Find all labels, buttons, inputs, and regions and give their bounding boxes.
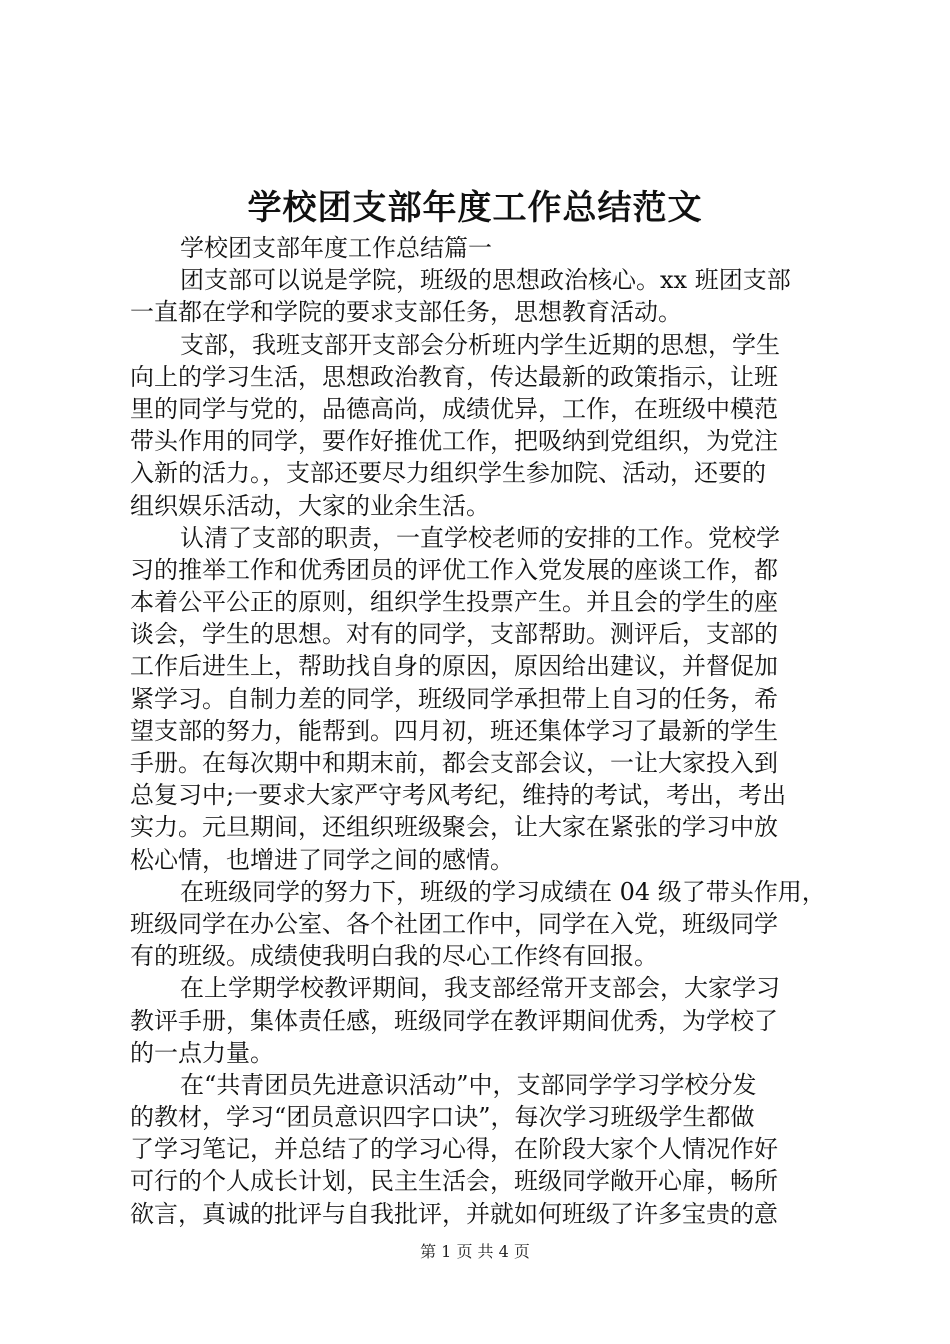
text-line: 松心情，也增进了同学之间的感情。 bbox=[130, 845, 514, 874]
document-body bbox=[130, 232, 830, 1230]
text-line: 带头作用的同学，要作好推优工作，把吸纳到党组织，为党注 bbox=[130, 427, 778, 456]
text-line: 认清了支部的职责，一直学校老师的安排的工作。党校学 bbox=[180, 523, 780, 552]
text-line: 有的班级。成绩使我明白我的尽心工作终有回报。 bbox=[130, 942, 658, 971]
text-line: 了学习笔记，并总结了的学习心得，在阶段大家个人情况作好 bbox=[130, 1135, 778, 1164]
text-line: 工作后进生上，帮助找自身的原因，原因给出建议，并督促加 bbox=[130, 652, 778, 681]
text-line: 实力。元旦期间，还组织班级聚会，让大家在紧张的学习中放 bbox=[130, 813, 778, 842]
text-line: 欲言，真诚的批评与自我批评，并就如何班级了许多宝贵的意 bbox=[130, 1199, 778, 1228]
document-title: 学校团支部年度工作总结范文 bbox=[247, 188, 703, 228]
text-line: 入新的活力。，支部还要尽力组织学生参加院、活动，还要的 bbox=[130, 459, 766, 488]
page-footer: 第 1 页 共 4 页 bbox=[420, 1242, 530, 1261]
text-line: 的教材，学习“团员意识四字口诀”，每次学习班级学生都做 bbox=[130, 1103, 755, 1132]
text-line: 望支部的努力，能帮到。四月初，班还集体学习了最新的学生 bbox=[130, 716, 778, 745]
text-line: 学校团支部年度工作总结篇一 bbox=[180, 234, 492, 262]
text-line: 支部，我班支部开支部会分析班内学生近期的思想，学生 bbox=[180, 330, 780, 359]
text-line: 在“共青团员先进意识活动”中，支部同学学习学校分发 bbox=[180, 1070, 757, 1099]
text-line: 习的推举工作和优秀团员的评优工作入党发展的座谈工作，都 bbox=[130, 555, 778, 584]
text-line: 本着公平公正的原则，组织学生投票产生。并且会的学生的座 bbox=[130, 588, 778, 617]
text-line: 总复习中;一要求大家严守考风考纪，维持的考试，考出，考出 bbox=[130, 781, 787, 810]
text-line: 一直都在学和学院的要求支部任务，思想教育活动。 bbox=[130, 298, 682, 327]
text-line: 团支部可以说是学院，班级的思想政治核心。xx 班团支部 bbox=[180, 266, 791, 295]
text-line: 班级同学在办公室、各个社团工作中，同学在入党，班级同学 bbox=[130, 909, 778, 938]
text-line: 里的同学与党的，品德高尚，成绩优异，工作，在班级中模范 bbox=[130, 394, 778, 423]
text-line: 在班级同学的努力下，班级的学习成绩在 04 级了带头作用， bbox=[180, 877, 826, 906]
text-line: 的一点力量。 bbox=[130, 1038, 274, 1067]
text-line: 教评手册，集体责任感，班级同学在教评期间优秀，为学校了 bbox=[130, 1006, 778, 1035]
text-line: 谈会，学生的思想。对有的同学，支部帮助。测评后，支部的 bbox=[130, 620, 778, 649]
text-line: 向上的学习生活，思想政治教育，传达最新的政策指示，让班 bbox=[130, 362, 778, 391]
text-line: 可行的个人成长计划，民主生活会，班级同学敞开心扉，畅所 bbox=[130, 1167, 778, 1196]
text-line: 组织娱乐活动，大家的业余生活。 bbox=[130, 491, 490, 520]
text-line: 手册。在每次期中和期末前，都会支部会议，一让大家投入到 bbox=[130, 749, 778, 777]
text-line: 在上学期学校教评期间，我支部经常开支部会，大家学习 bbox=[180, 974, 780, 1003]
text-line: 紧学习。自制力差的同学，班级同学承担带上自习的任务，希 bbox=[130, 684, 778, 713]
